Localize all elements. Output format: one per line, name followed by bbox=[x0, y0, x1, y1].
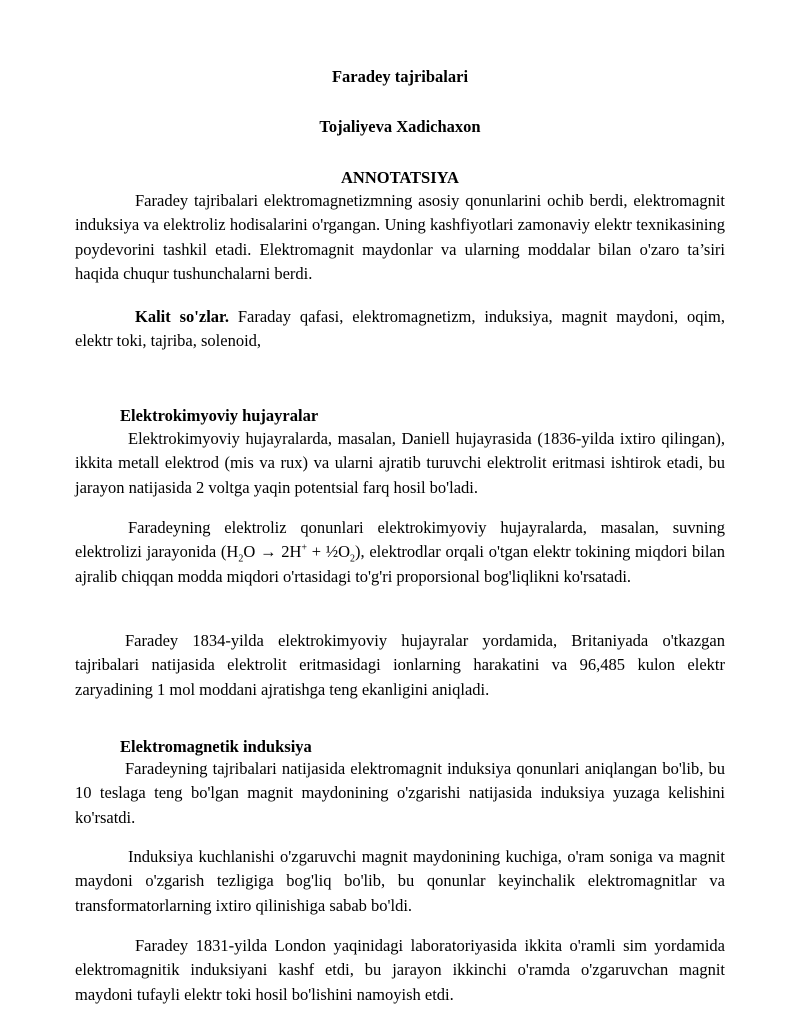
section1-paragraph-3: Faradey 1834-yilda elektrokimyoviy hujayralar yordamida, Britaniyada o'tkazgan tajribalari natijasida elektrolit eritmasidagi ionlarning harakatini va 96,485 kulon elektr zaryadining 1 mol moddani ajratishga teng ekanligini aniqladi. bbox=[75, 631, 725, 699]
section1-paragraph-2: Faradeyning elektroliz qonunlari elektrokimyoviy hujayralarda, masalan, suvning elektrolizi jarayonida ($H_2O \to 2H^+$ + $\frac{1}{2}O_2$), elektrodlar orqali o'tgan elektr tokining miqdori bilan ajralib chiqqan modda miqdori o'rtasidagi to'g'ri proporsional bog'liqlikni ko'rsatadi. bbox=[75, 518, 725, 586]
keywords-list: Faraday qafasi, elektromagnetizm, induksiya, magnit maydoni, oqim, elektr toki, tajriba, solenoid, bbox=[75, 307, 725, 351]
section-heading-electrochemical: Elektrokimyoviy hujayralar bbox=[120, 406, 319, 425]
section2-paragraph-1: Faradeyning tajribalari natijasida elektromagnit induksiya qonunlari aniqlangan bo'lib, bu 10 teslaga teng bo'lgan magnit maydonining o'zgarishi natijasida induksiya yuzaga kelishini ko'rsatdi. bbox=[75, 759, 725, 827]
author-name: Tojaliyeva Xadichaxon bbox=[319, 117, 481, 136]
section-heading-induction: Elektromagnetik induksiya bbox=[120, 737, 312, 756]
keywords-paragraph bbox=[75, 305, 725, 354]
section1-paragraph-1: Elektrokimyoviy hujayralarda, masalan, Daniell hujayrasida (1836-yilda ixtiro qilingan), ikkita metall elektrod (mis va rux) va ularni ajratib turuvchi elektrolit eritmasi ishtirok etadi, bu jarayon natijasida 2 voltga yaqin potentsial farq hosil bo'ladi. bbox=[75, 429, 725, 497]
annotation-paragraph: Faradey tajribalari elektromagnetizmning asosiy qonunlarini ochib berdi, elektromagnit induksiya va elektroliz hodisalarini o'rgangan. Uning kashfiyotlari zamonaviy elektr texnikasining poydevorini tashkil etadi. Elektromagnit maydonlar va ularning moddalar bilan o'zaro ta’siri haqida chuqur tushunchalarni berdi. bbox=[75, 191, 725, 284]
document-title: Faradey tajribalari bbox=[331, 67, 469, 86]
keywords-label: Kalit so'zlar. bbox=[135, 307, 229, 326]
section2-paragraph-3: Faradey 1831-yilda London yaqinidagi laboratoriyasida ikkita o'ramli sim yordamida elektromagnitik induksiyani kashf etdi, bu jarayon ikkinchi o'ramda o'zgaruvchan magnit maydoni tufayli elektr toki hosil bo'lishini namoyish etdi. bbox=[75, 936, 725, 1004]
annotation-heading: ANNOTATSIYA bbox=[341, 168, 459, 187]
section2-paragraph-2: Induksiya kuchlanishi o'zgaruvchi magnit maydonining kuchiga, o'ram soniga va magnit maydoni o'zgarish tezligiga bog'liq bo'lib, bu qonunlar keyinchalik elektromagnitlar va transformatorlarning ixtiro qilinishiga sabab bo'ldi. bbox=[75, 847, 725, 915]
